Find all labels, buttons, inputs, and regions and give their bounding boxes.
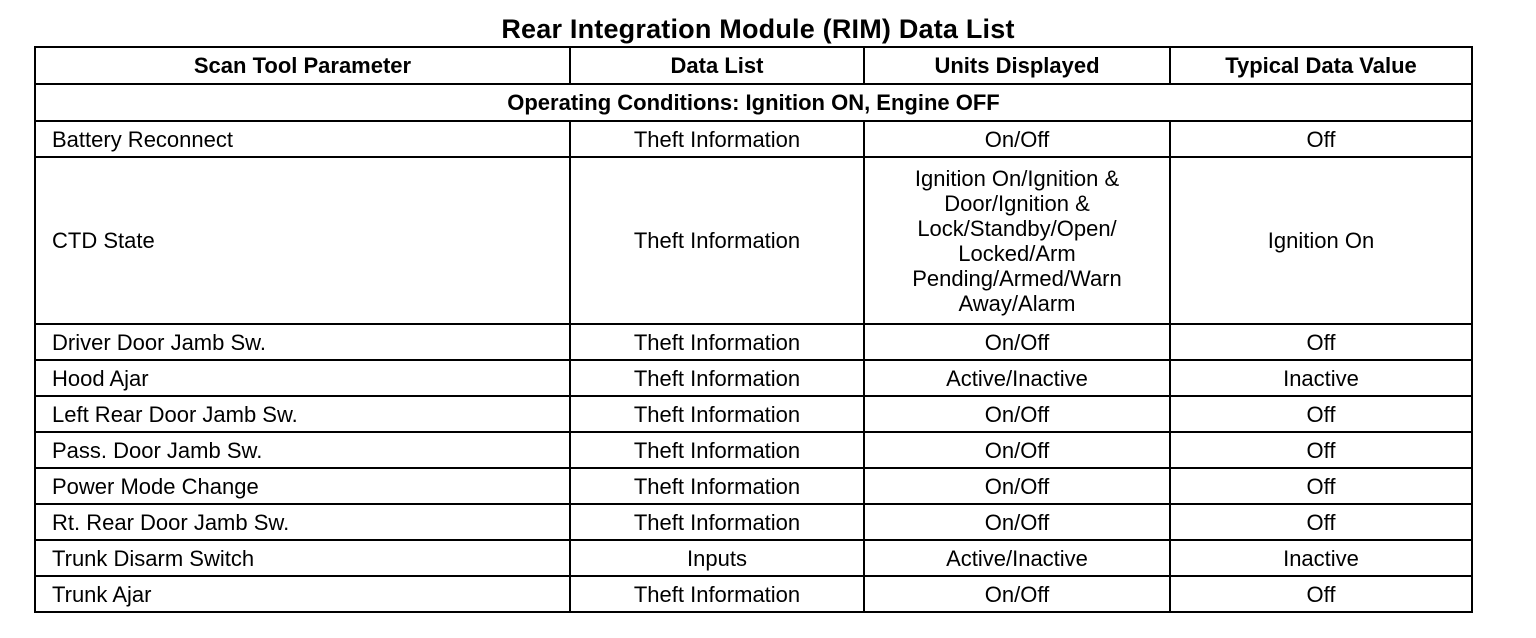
cell-parameter: Left Rear Door Jamb Sw. xyxy=(35,396,570,432)
cell-typical-value: Off xyxy=(1170,576,1472,612)
operating-conditions: Operating Conditions: Ignition ON, Engine OFF xyxy=(35,84,1472,121)
table-row xyxy=(35,157,1472,324)
data-list-table xyxy=(34,46,1473,613)
cell-units: On/Off xyxy=(864,121,1170,157)
page-title: Rear Integration Module (RIM) Data List xyxy=(501,14,1015,44)
cell-parameter: Trunk Ajar xyxy=(35,576,570,612)
cell-typical-value: Off xyxy=(1170,121,1472,157)
cell-data-list: Theft Information xyxy=(570,432,864,468)
cell-parameter: Trunk Disarm Switch xyxy=(35,540,570,576)
cell-parameter: Power Mode Change xyxy=(35,468,570,504)
cell-data-list: Theft Information xyxy=(570,324,864,360)
cell-parameter: Battery Reconnect xyxy=(35,121,570,157)
cell-data-list: Theft Information xyxy=(570,576,864,612)
cell-units: Active/Inactive xyxy=(864,540,1170,576)
table-row xyxy=(35,360,1472,396)
table-row xyxy=(35,121,1472,157)
cell-units: On/Off xyxy=(864,324,1170,360)
table-row xyxy=(35,324,1472,360)
cell-parameter: Driver Door Jamb Sw. xyxy=(35,324,570,360)
cell-parameter: Rt. Rear Door Jamb Sw. xyxy=(35,504,570,540)
cell-units: On/Off xyxy=(864,576,1170,612)
cell-typical-value: Off xyxy=(1170,396,1472,432)
cell-typical-value: Inactive xyxy=(1170,360,1472,396)
table-row xyxy=(35,396,1472,432)
table-row xyxy=(35,540,1472,576)
table-row xyxy=(35,504,1472,540)
cell-typical-value: Inactive xyxy=(1170,540,1472,576)
table-row xyxy=(35,576,1472,612)
column-header-data-list: Data List xyxy=(570,47,864,84)
cell-parameter: CTD State xyxy=(35,157,570,324)
cell-typical-value: Off xyxy=(1170,324,1472,360)
cell-typical-value: Off xyxy=(1170,504,1472,540)
cell-units: On/Off xyxy=(864,504,1170,540)
cell-typical-value: Ignition On xyxy=(1170,157,1472,324)
cell-data-list: Theft Information xyxy=(570,157,864,324)
cell-data-list: Theft Information xyxy=(570,504,864,540)
cell-parameter: Pass. Door Jamb Sw. xyxy=(35,432,570,468)
cell-units: On/Off xyxy=(864,468,1170,504)
cell-units: Active/Inactive xyxy=(864,360,1170,396)
operating-conditions-row xyxy=(35,84,1472,121)
table-row xyxy=(35,432,1472,468)
cell-units: On/Off xyxy=(864,396,1170,432)
cell-data-list: Theft Information xyxy=(570,121,864,157)
cell-data-list: Inputs xyxy=(570,540,864,576)
column-header-units-displayed: Units Displayed xyxy=(864,47,1170,84)
cell-units: Ignition On/Ignition & Door/Ignition & Lock/Standby/Open/ Locked/Arm Pending/Armed/Warn Away/Alarm xyxy=(864,157,1170,324)
column-header-typical-data-value: Typical Data Value xyxy=(1170,47,1472,84)
cell-typical-value: Off xyxy=(1170,432,1472,468)
cell-typical-value: Off xyxy=(1170,468,1472,504)
column-header-scan-tool-parameter: Scan Tool Parameter xyxy=(35,47,570,84)
cell-units: On/Off xyxy=(864,432,1170,468)
cell-data-list: Theft Information xyxy=(570,360,864,396)
cell-data-list: Theft Information xyxy=(570,468,864,504)
cell-parameter: Hood Ajar xyxy=(35,360,570,396)
cell-data-list: Theft Information xyxy=(570,396,864,432)
header-row xyxy=(35,47,1472,84)
table-row xyxy=(35,468,1472,504)
